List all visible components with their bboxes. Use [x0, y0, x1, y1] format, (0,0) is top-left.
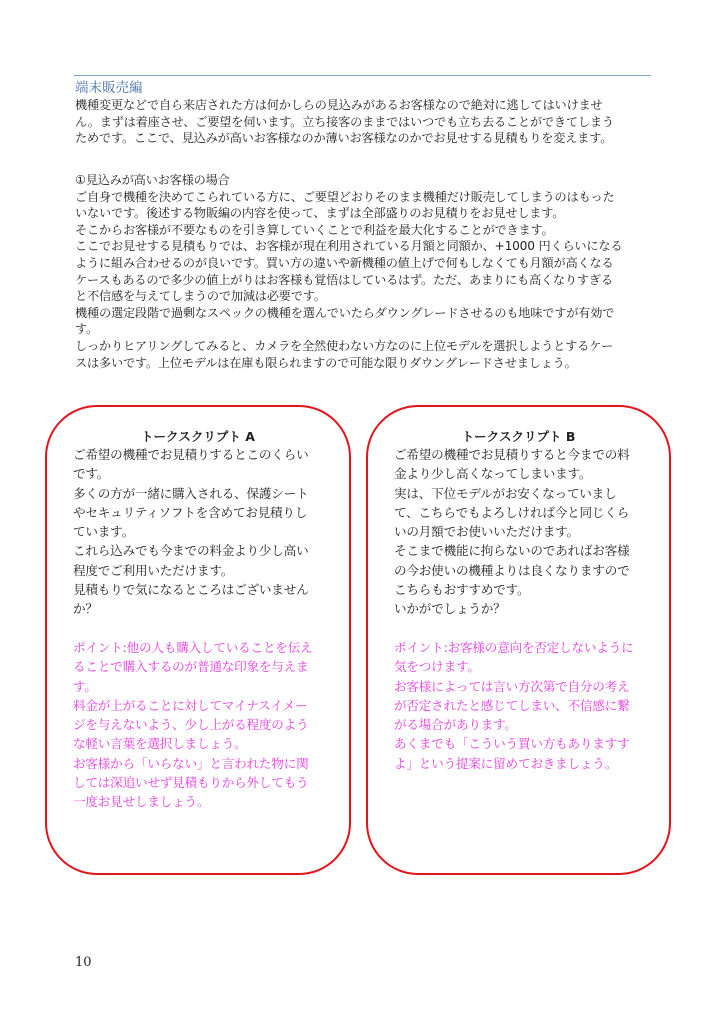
text-line: いかがでしょうか？ — [394, 601, 506, 617]
case1-paragraph — [75, 172, 665, 371]
text-line: がる場合があります。 — [394, 717, 517, 733]
talk-script-a-box — [45, 405, 351, 875]
text-line: と不信感を与えてしまうので加減は必要です。 — [75, 289, 326, 304]
talk-script-a-text — [73, 445, 313, 812]
text-line: 気をつけます。 — [394, 659, 480, 675]
text-line: ケースもあるので多少の値上がりはお客様も覚悟はしているはず。ただ、あまりにも高くなりすぎる — [75, 272, 613, 287]
text-line: な軽い言葉を選択しましょう。 — [73, 736, 247, 752]
text-line: よ」という提案に留めておきましょう。 — [394, 755, 618, 771]
text-line: やセキュリティソフトを含めてお見積りし — [73, 504, 308, 520]
text-line: 機種の選定段階で過剰なスペックの機種を選んでいたらダウングレードさせるのも地味ですが有効で — [75, 305, 615, 320]
page-number: 10 — [75, 955, 92, 970]
text-line: 見積もりで気になるところはございません — [73, 582, 309, 598]
text-line: ポイント:他の人も購入していることを伝え — [73, 639, 313, 655]
text-line: ています。 — [73, 524, 134, 540]
point-lines — [394, 638, 634, 773]
text-line: 実は、下位モデルがお安くなっていまし — [394, 485, 617, 501]
text-line: 一度お見せしましょう。 — [73, 794, 210, 810]
text-line: が否定されたと感じてしまい、不信感に繋 — [394, 697, 630, 713]
text-line: です。 — [73, 466, 110, 482]
text-line: いないです。後述する物販編の内容を使って、まずは全部盛りのお見積りをお見せします。 — [75, 206, 565, 221]
talk-script-a-title: トークスクリプト A — [141, 429, 255, 444]
text-line: ん。まずは着座させ、ご要望を伺います。立ち接客のままではいつでも立ち去ることができてしまう — [75, 114, 614, 129]
text-line: しては深追いせず見積もりから外してもう — [73, 775, 309, 791]
intro-paragraph — [75, 97, 665, 147]
text-line: す。 — [75, 322, 98, 337]
talk-script-b-title: トークスクリプト B — [461, 429, 576, 444]
text-line: ためです。ここで、見込みが高いお客様なのか薄いお客様なのかでお見せする見積もりを変えます。 — [75, 131, 613, 146]
spacer — [73, 619, 313, 638]
text-line: ここでお見せする見積もりでは、お客様が現在利用されている月額と同額か、+1000 円くらいになる — [75, 239, 623, 254]
talk-script-b-text — [394, 445, 634, 773]
text-line: ご希望の機種でお見積りするとこのくらい — [73, 447, 309, 462]
text-line: か？ — [73, 601, 98, 617]
text-line: そこからお客様が不要なものを引き算していくことで利益を最大化することができます。 — [75, 222, 554, 237]
text-line: ご希望の機種でお見積りすると今までの料 — [394, 447, 630, 462]
text-line: そこまで機能に拘らないのであればお客様 — [394, 543, 630, 559]
text-line: 程度でご利用いただけます。 — [73, 562, 234, 578]
text-line: いの月額でお使いいただけます。 — [394, 524, 579, 540]
text-line: あくまでも「こういう買い方もありますす — [394, 736, 630, 752]
text-line: す。 — [73, 678, 97, 694]
point-lines — [73, 638, 313, 812]
spacer — [394, 619, 634, 638]
text-line: 機種変更などで自ら来店された方は何かしらの見込みがあるお客様なので絶対に逃してはいけませ — [75, 98, 603, 112]
text-line: これら込みでも今までの料金より少し高い — [73, 543, 309, 559]
script-lines — [394, 445, 634, 619]
text-line: ポイント:お客様の意向を否定しないように — [394, 639, 634, 655]
text-line: ①見込みが高いお客様の場合 — [75, 173, 230, 187]
heading-rule — [74, 75, 651, 76]
text-line: て、こちらでもよろしければ今と同じくら — [394, 504, 630, 520]
text-line: こちらもおすすめです。 — [394, 582, 530, 598]
text-line: お客様から「いらない」と言われた物に関 — [73, 755, 309, 771]
text-line: 料金が上がることに対してマイナスイメー — [73, 697, 308, 713]
text-line: の今お使いの機種よりは良くなりますので — [394, 562, 630, 578]
text-line: お客様によっては言い方次第で自分の考え — [394, 678, 630, 694]
text-line: しっかりヒアリングしてみると、カメラを全然使わない方なのに上位モデルを選択しようとするケー — [75, 338, 614, 353]
text-line: ように組み合わせるのが良いです。買い方の違いや新機種の値上げで何もしなくても月額が高くなる — [75, 255, 614, 270]
text-line: 金より少し高くなってしまいます。 — [394, 466, 592, 482]
text-line: ることで購入するのが普通な印象を与えま — [73, 659, 309, 675]
text-line: スは多いです。上位モデルは在庫も限られますので可能な限りダウングレードさせましょう。 — [75, 355, 577, 370]
section-heading: 端末販売編 — [75, 80, 143, 96]
talk-script-b-box — [366, 405, 671, 875]
text-line: 多くの方が一緒に購入される、保護シート — [73, 485, 309, 501]
text-line: ジを与えないよう、少し上がる程度のよう — [73, 717, 309, 733]
text-line: ご自身で機種を決めてこられている方に、ご要望どおりそのまま機種だけ販売してしまうのはもった — [75, 189, 615, 204]
script-lines — [73, 445, 313, 619]
